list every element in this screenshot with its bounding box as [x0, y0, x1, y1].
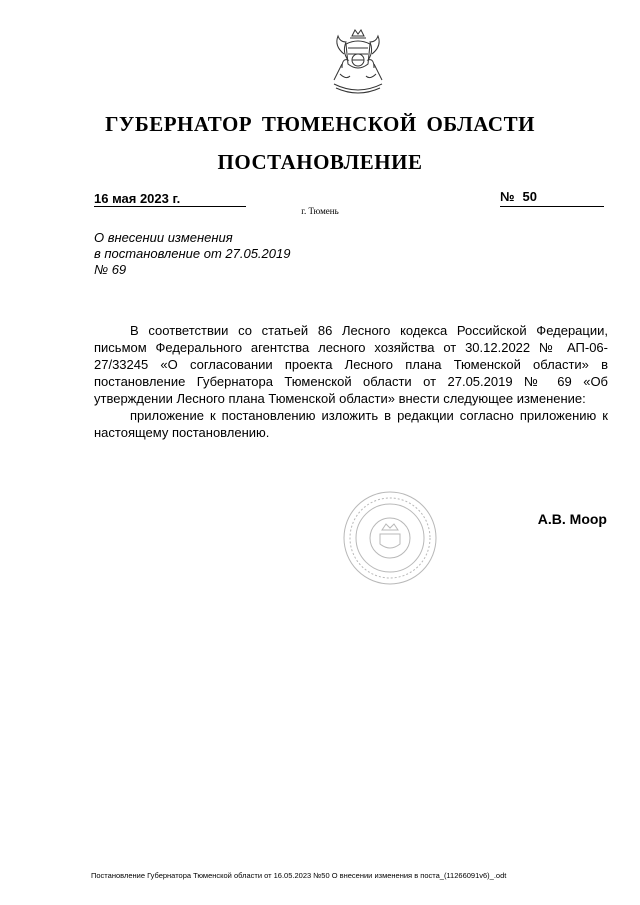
number-sign: №	[500, 189, 515, 204]
document-body	[94, 322, 608, 441]
document-subject	[94, 230, 290, 278]
file-footer: Постановление Губернатора Тюменской области от 16.05.2023 №50 О внесении изменения в поста_(11266091v6)_.odt	[91, 871, 507, 880]
subject-line: в постановление от 27.05.2019	[94, 246, 291, 261]
subject-line: О внесении изменения	[94, 230, 233, 245]
number-field	[500, 190, 604, 207]
city-label: г. Тюмень	[301, 206, 339, 216]
authority-title: ГУБЕРНАТОР ТЮМЕНСКОЙ ОБЛАСТИ	[105, 112, 535, 136]
document-date: 16 мая 2023 г.	[94, 191, 181, 206]
date-field	[94, 190, 246, 207]
body-paragraph: В соответствии со статьей 86 Лесного кодекса Российской Федерации, письмом Федерального агентства лесного хозяйства от 30.12.2022 № АП-06-27/33245 «О согласовании проекта Лесного плана Тюменской области» в постановление Губернатора Тюменской области от 27.05.2019 № 69 «Об утверждении Лесного плана Тюменской области» внести следующее изменение:	[94, 323, 608, 406]
document-type: ПОСТАНОВЛЕНИЕ	[217, 150, 423, 174]
document-number: 50	[522, 189, 537, 204]
subject-line: № 69	[94, 262, 127, 277]
official-seal-icon	[342, 490, 438, 586]
signatory-name: А.В. Моор	[537, 511, 607, 527]
coat-of-arms-icon	[316, 24, 400, 108]
body-paragraph: приложение к постановлению изложить в редакции согласно приложению к настоящему постановлению.	[94, 408, 608, 440]
